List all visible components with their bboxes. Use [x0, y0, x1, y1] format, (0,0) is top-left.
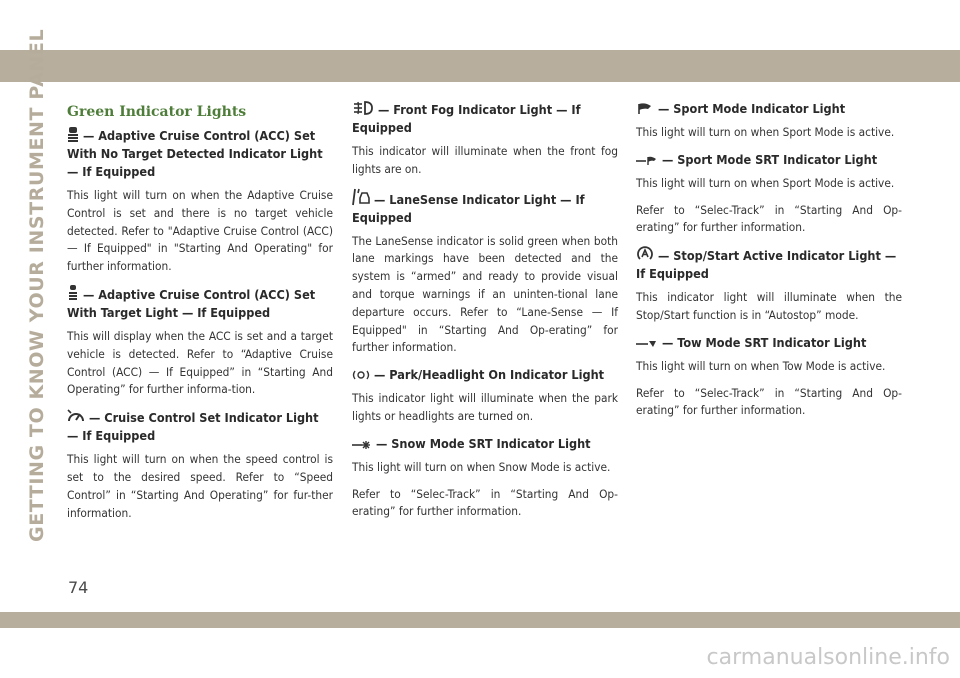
sport-mode-srt-icon	[636, 156, 658, 166]
entry-heading-snow-mode	[352, 435, 618, 453]
entry-paragraph: The LaneSense indicator is solid green when both lane markings have been detected and the system is “armed” and ready to provide visual and torque warnings if an uninten-tional lane departure occurs. Refer to “Lane-Sense — If Equipped" in “Starting And Op-erating” for further information.	[352, 233, 618, 355]
entry-heading-text: — Tow Mode SRT Indicator Light	[662, 334, 867, 350]
entry-paragraph: This indicator will illuminate when the front fog lights are on.	[352, 144, 618, 176]
snow-mode-icon	[352, 440, 372, 450]
entry-heading-text: — Cruise Control Set Indicator Light — If Equipped	[67, 410, 319, 444]
column-2	[352, 100, 618, 530]
cruise-control-icon	[67, 408, 85, 424]
entry-heading-front-fog	[352, 100, 618, 137]
entry-paragraph: Refer to “Selec-Track” in “Starting And Op-erating” for further information.	[636, 385, 902, 418]
acc-target-icon	[67, 285, 79, 301]
entry-heading-text: — Adaptive Cruise Control (ACC) Set With Target Light — If Equipped	[67, 286, 316, 320]
entry-paragraph: This indicator light will illuminate when the park lights or headlights are turned on.	[352, 391, 618, 423]
entry-heading-acc-target	[67, 285, 333, 322]
watermark: carmanualsonline.info	[706, 645, 950, 670]
entry-heading-sport-mode-srt	[636, 151, 902, 169]
header-bar	[0, 50, 960, 82]
front-fog-icon	[352, 100, 374, 116]
entry-heading-text: — Stop/Start Active Indicator Light — If Equipped	[636, 248, 897, 282]
entry-paragraph: This light will turn on when Sport Mode is active.	[636, 125, 895, 139]
chapter-title: GETTING TO KNOW YOUR INSTRUMENT PANEL	[26, 28, 48, 542]
entry-paragraph: This will display when the ACC is set and a target vehicle is detected. Refer to “Adaptive Cruise Control (ACC) — If Equipped” in “Starting And Operating” for further informa-tion.	[67, 328, 333, 397]
entry-heading-text: — Park/Headlight On Indicator Light	[374, 367, 605, 383]
entry-paragraph: This light will turn on when Tow Mode is active.	[636, 358, 886, 373]
column-3	[636, 100, 902, 429]
entry-paragraph: This light will turn on when the Adaptive Cruise Control is set and there is no target vehicle detected. Refer to "Adaptive Cruise Control (ACC) — If Equipped" in "Starting And Operating" for further information.	[67, 188, 333, 274]
entry-paragraph: Refer to “Selec-Track” in “Starting And Op-erating” for further information.	[352, 486, 618, 519]
entry-paragraph: This indicator light will illuminate when the Stop/Start function is in “Autostop” mode.	[636, 290, 902, 322]
page-number: 74	[68, 578, 89, 597]
entry-paragraph: This light will turn on when the speed control is set to the desired speed. Refer to “Speed Control” in “Starting And Operating” for fur-ther information.	[67, 452, 333, 520]
entry-heading-park-headlight	[352, 366, 618, 384]
entry-heading-lanesense	[352, 188, 618, 227]
entry-heading-text: — Sport Mode Indicator Light	[658, 101, 846, 116]
sport-mode-icon	[636, 103, 654, 115]
footer-bar	[0, 612, 960, 628]
entry-paragraph: Refer to “Selec-Track” in “Starting And Op-erating” for further information.	[636, 202, 902, 235]
section-title: Green Indicator Lights	[67, 104, 247, 120]
top-margin	[0, 0, 960, 50]
entry-heading-text: — LaneSense Indicator Light — If Equipped	[352, 191, 585, 225]
entry-heading-text: — Sport Mode SRT Indicator Light	[662, 151, 878, 167]
column-1	[67, 100, 333, 531]
entry-heading-tow-mode	[636, 334, 902, 352]
acc-no-target-icon	[67, 126, 79, 142]
entry-heading-text: — Adaptive Cruise Control (ACC) Set With No Target Detected Indicator Light — If Equipped	[67, 128, 323, 179]
entry-heading-sport-mode	[636, 100, 902, 118]
entry-heading-cruise-control	[67, 408, 333, 445]
entry-paragraph: This light will turn on when Sport Mode is active.	[636, 175, 895, 190]
lanesense-icon	[352, 188, 370, 206]
tow-mode-icon	[636, 339, 658, 349]
entry-heading-stop-start	[636, 246, 902, 283]
entry-heading-text: — Snow Mode SRT Indicator Light	[376, 435, 591, 451]
entry-paragraph: This light will turn on when Snow Mode is active.	[352, 459, 611, 474]
park-headlight-icon	[352, 369, 370, 381]
stop-start-icon	[636, 246, 654, 262]
entry-heading-acc-no-target	[67, 126, 333, 181]
entry-heading-text: — Front Fog Indicator Light — If Equipped	[352, 102, 581, 135]
